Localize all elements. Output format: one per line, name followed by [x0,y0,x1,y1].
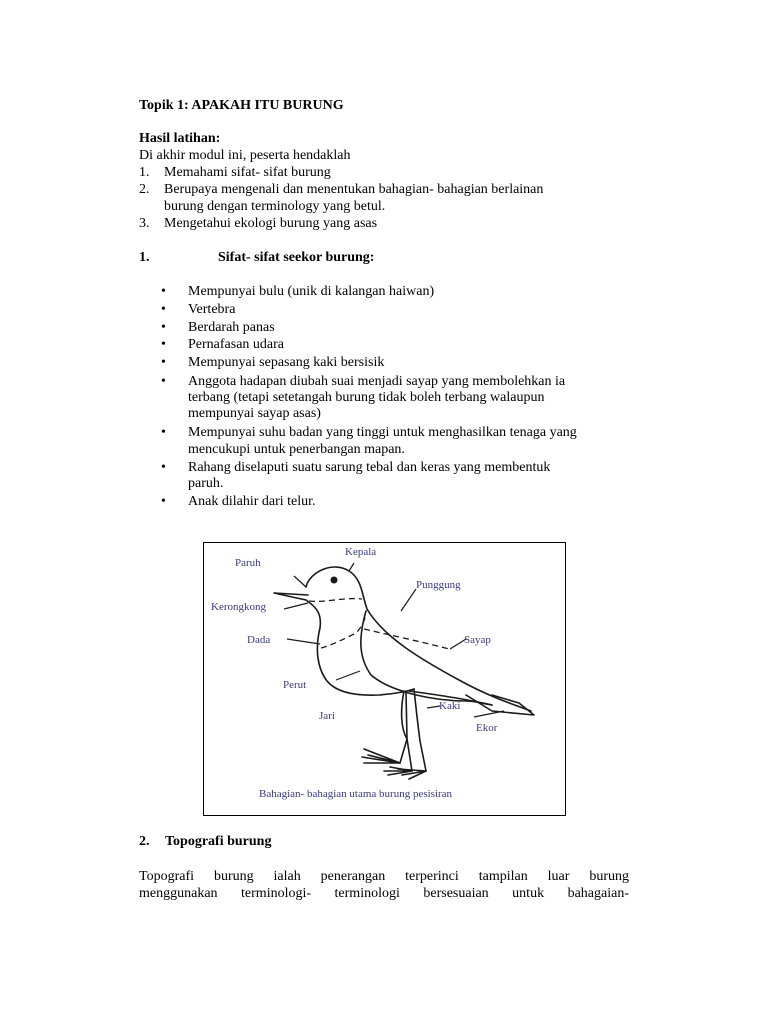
bullet-text-continued: mempunyai sayap asas) [188,406,321,421]
beak-shape [274,593,308,600]
bullet-dot: • [161,320,166,335]
label-jari: Jari [319,710,335,722]
label-kepala: Kepala [345,546,377,558]
objective-text: Berupaya mengenali dan menentukan bahagian- bahagian berlainan [164,182,544,197]
objective-text-continued: burung dengan terminology yang betul. [164,199,386,214]
label-perut: Perut [283,679,307,691]
bullet-text: Rahang diselaputi suatu sarung tebal dan keras yang membentuk [188,460,551,475]
left-foot [362,749,400,763]
bullet-text-continued: mencukupi untuk penerbangan mapan. [188,442,405,457]
objectives-intro: Di akhir modul ini, peserta hendaklah [139,148,351,163]
leg-right-back [414,689,426,771]
paragraph-line: menggunakan terminologi- terminologi bersesuaian untuk bahagaian- [139,886,629,901]
objective-number: 3. [139,216,150,231]
pointer-punggung [401,589,416,611]
bullet-text-continued: paruh. [188,476,224,491]
label-kerongkong: Kerongkong [211,601,266,613]
bullet-text: Mempunyai sepasang kaki bersisik [188,355,385,370]
objective-number: 2. [139,182,150,197]
bullet-dot: • [161,425,166,440]
bullet-text: Anak dilahir dari telur. [188,494,316,509]
label-paruh: Paruh [235,557,261,569]
figure-caption: Bahagian- bahagian utama burung pesisiran [259,788,453,800]
bullet-text: Mempunyai suhu badan yang tinggi untuk menghasilkan tenaga yang [188,425,577,440]
section-heading: Sifat- sifat seekor burung: [218,250,375,265]
section-number: 2. [139,834,150,849]
breast-boundary [321,615,366,648]
pointer-kerongkong [284,603,308,609]
eye [331,577,338,584]
pointer-ekor [474,711,504,717]
label-punggung: Punggung [416,579,461,591]
bullet-text: Mempunyai bulu (unik di kalangan haiwan) [188,284,435,299]
bullet-dot: • [161,460,166,475]
bullet-text: Vertebra [188,302,236,317]
section-heading: Topografi burung [165,834,272,849]
wing-boundary [364,629,449,649]
bullet-dot: • [161,494,166,509]
bullet-text-continued: terbang (tetapi setetangah burung tidak boleh terbang walaupun [188,390,545,405]
label-kaki: Kaki [439,700,461,712]
page-title: Topik 1: APAKAH ITU BURUNG [139,98,344,113]
bullet-dot: • [161,284,166,299]
objectives-heading: Hasil latihan: [139,131,221,146]
bullet-text: Berdarah panas [188,320,275,335]
label-sayap: Sayap [464,634,491,646]
objective-text: Mengetahui ekologi burung yang asas [164,216,378,231]
objective-number: 1. [139,165,150,180]
bullet-dot: • [161,337,166,352]
wing-outline [361,611,492,705]
bullet-text: Pernafasan udara [188,337,285,352]
label-ekor: Ekor [476,722,498,734]
pointer-perut [336,671,360,680]
bullet-text: Anggota hadapan diubah suai menjadi sayap yang membolehkan ia [188,374,566,389]
paragraph-line: Topografi burung ialah penerangan terperinci tampilan luar burung [139,869,629,884]
bird-drawing [204,543,566,816]
bullet-dot: • [161,374,166,389]
throat-boundary [309,599,362,602]
pointer-kepala [349,563,354,571]
bird-diagram-figure [203,542,566,816]
objective-text: Memahami sifat- sifat burung [164,165,331,180]
section-number: 1. [139,250,150,265]
bullet-dot: • [161,302,166,317]
label-dada: Dada [247,634,271,646]
pointer-dada [287,639,320,644]
pointer-paruh [294,576,306,587]
bullet-dot: • [161,355,166,370]
